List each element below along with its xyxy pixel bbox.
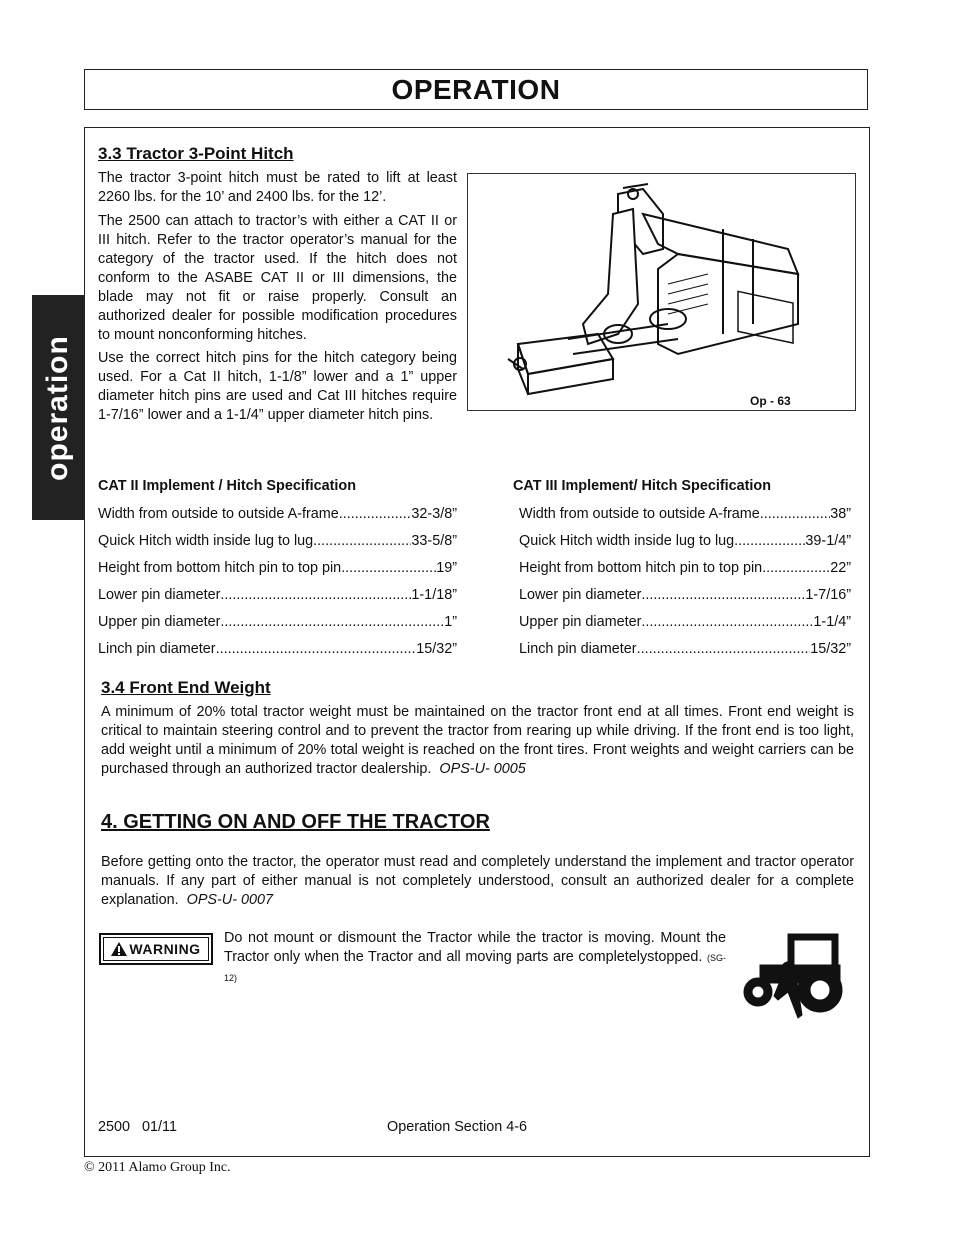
cat3-row-label: Lower pin diameter [519, 587, 642, 603]
cat3-table [519, 506, 851, 657]
section-3-4-para [101, 703, 854, 779]
warning-triangle-icon [111, 942, 127, 956]
section-4-heading: 4. GETTING ON AND OFF THE TRACTOR [101, 811, 490, 833]
cat3-row-value: 1-7/16” [805, 587, 851, 603]
cat3-row-value: 38” [830, 506, 851, 522]
section-4-text: Before getting onto the tractor, the operator must read and completely understand the implement and tractor operator manuals. If any part of either manual is not completely understood, consult an authorized dealer for a complete explanation. [101, 854, 854, 908]
cat3-row [519, 533, 851, 549]
cat3-row [519, 560, 851, 576]
cat3-row-value: 22” [830, 560, 851, 576]
section-3-4-ref: OPS-U- 0005 [439, 761, 526, 777]
hitch-figure [467, 173, 856, 411]
cat3-row-value: 39-1/4” [805, 533, 851, 549]
cat2-row-label: Quick Hitch width inside lug to lug [98, 533, 314, 549]
warning-badge [99, 933, 213, 965]
warning-code: (SG-12) [224, 953, 726, 983]
cat3-row-label: Linch pin diameter [519, 641, 637, 657]
cat2-row [98, 641, 457, 657]
section-3-4-heading: 3.4 Front End Weight [101, 678, 271, 697]
cat2-row [98, 533, 457, 549]
cat2-row-value: 1” [444, 614, 457, 630]
cat2-row-label: Lower pin diameter [98, 587, 221, 603]
quick-hitch-illustration [468, 174, 855, 410]
side-tab-label: operation [41, 334, 74, 481]
tractor-runover-icon [740, 930, 848, 1030]
cat3-row-label: Height from bottom hitch pin to top pin [519, 560, 763, 576]
cat2-heading: CAT II Implement / Hitch Specification [98, 478, 356, 494]
section-4-ref: OPS-U- 0007 [186, 892, 274, 908]
cat3-row [519, 641, 851, 657]
cat2-row [98, 560, 457, 576]
section-3-4-text: A minimum of 20% total tractor weight must be maintained on the tractor front end at all times. Front end weight is critical to maintain steering control and to prevent the tractor from rearing up while driving. If the front end is too light, add weight until a minimum of 20% total weight is reached on the front tires. Front weights and weight carriers can be purchased through an authorized tractor dealership. [101, 704, 854, 777]
section-4-para [101, 853, 854, 910]
section-3-3-para2: The 2500 can attach to tractor’s with either a CAT II or III hitch. Refer to the tractor operator’s manual for the category of the tractor used. If the hitch does not conform to the ASABE CAT II or III dimensions, the blade may not fit or raise properly. Consult an authorized dealer for possible modification procedures to mount nonconforming hitches. [98, 213, 457, 343]
warning-text [224, 929, 726, 988]
cat2-table [98, 506, 457, 657]
cat3-row [519, 614, 851, 630]
page-title: OPERATION [391, 74, 561, 105]
copyright: © 2011 Alamo Group Inc. [84, 1160, 231, 1175]
cat2-row-label: Height from bottom hitch pin to top pin [98, 560, 342, 576]
footer-model-date: 2500 01/11 [98, 1119, 177, 1135]
cat2-row-value: 1-1/18” [411, 587, 457, 603]
cat3-row [519, 506, 851, 522]
cat2-row-value: 15/32” [416, 641, 457, 657]
side-tab [32, 295, 84, 520]
section-3-3-para1: The tractor 3-point hitch must be rated to lift at least 2260 lbs. for the 10’ and 2400 lbs. for the 12’. [98, 170, 457, 205]
cat3-row [519, 587, 851, 603]
cat2-row-value: 19” [436, 560, 457, 576]
cat2-row-label: Upper pin diameter [98, 614, 221, 630]
footer-section: Operation Section 4-6 [387, 1119, 527, 1135]
cat2-row-value: 33-5/8” [411, 533, 457, 549]
section-3-3-para3: Use the correct hitch pins for the hitch category being used. For a Cat II hitch, 1-1/8” lower and a 1” upper diameter hitch pins are used and Cat III hitches require 1-7/16” lower and a 1-1/4” upper diameter hitch pins. [98, 350, 457, 423]
cat3-row-label: Upper pin diameter [519, 614, 642, 630]
cat3-row-value: 15/32” [810, 641, 851, 657]
warning-text-body: Do not mount or dismount the Tractor while the tractor is moving. Mount the Tractor only when the Tractor and all moving parts are completelystopped. [224, 930, 726, 965]
cat2-row [98, 506, 457, 522]
cat2-row-label: Linch pin diameter [98, 641, 216, 657]
cat2-row [98, 587, 457, 603]
cat3-row-value: 1-1/4” [813, 614, 851, 630]
cat2-row-label: Width from outside to outside A-frame [98, 506, 339, 522]
warning-badge-label: WARNING [129, 941, 201, 957]
cat3-row-label: Width from outside to outside A-frame [519, 506, 760, 522]
cat3-row-label: Quick Hitch width inside lug to lug [519, 533, 735, 549]
cat3-heading: CAT III Implement/ Hitch Specification [513, 478, 771, 494]
cat2-row-value: 32-3/8” [411, 506, 457, 522]
section-3-3-heading: 3.3 Tractor 3-Point Hitch [98, 144, 294, 163]
warning-badge-inner [103, 937, 209, 961]
cat2-row [98, 614, 457, 630]
figure-label: Op - 63 [750, 394, 791, 408]
